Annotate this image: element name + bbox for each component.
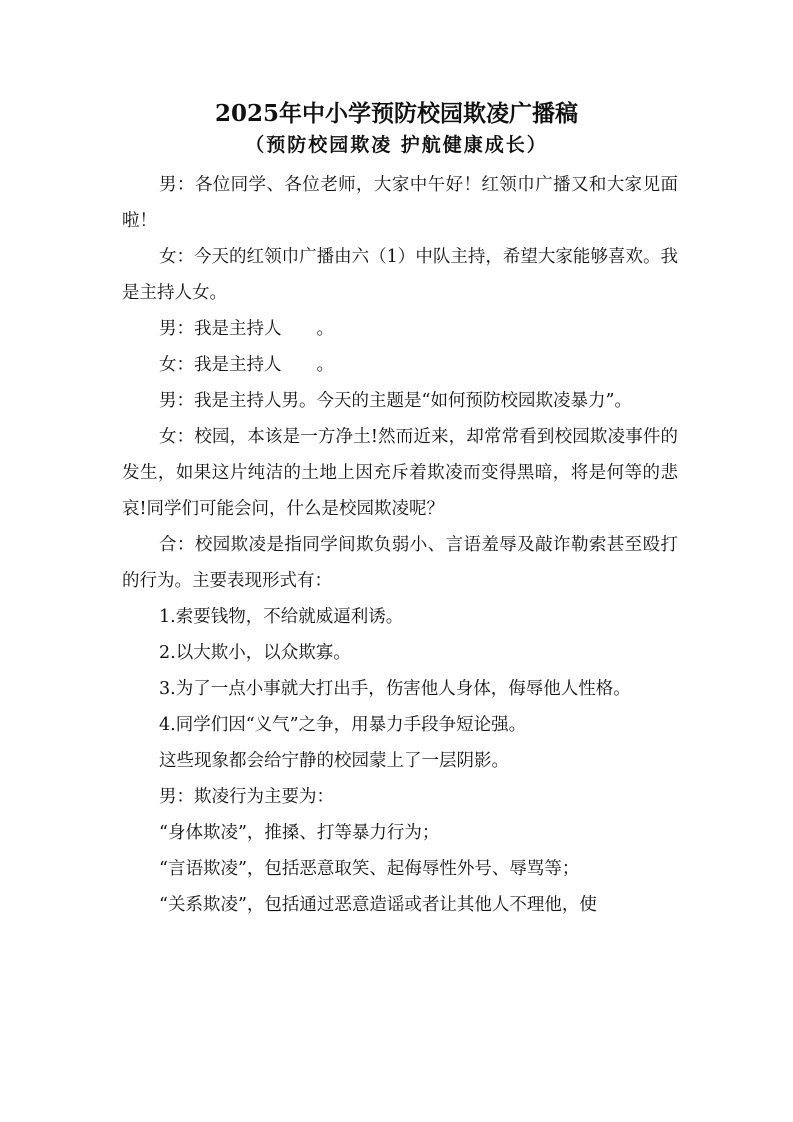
paragraph-topic: 男：我是主持人男。今天的主题是“如何预防校园欺凌暴力”。	[159, 391, 632, 411]
list-item-4: 4.同学们因“义气”之争，用暴力手段争短论强。	[159, 715, 527, 735]
paragraph-greeting: 男：各位同学、各位老师，大家中午好！红领巾广播又和大家见面啦！	[122, 175, 678, 231]
paragraph-definition: 合：校园欺凌是指同学间欺负弱小、言语羞辱及敲诈勒索甚至殴打的行为。主要表现形式有：	[122, 535, 678, 591]
document-body	[122, 167, 678, 923]
list-item-3: 3.为了一点小事就大打出手，伤害他人身体，侮辱他人性格。	[159, 679, 631, 699]
paragraph-behaviors: 男：欺凌行为主要为：	[159, 787, 334, 807]
paragraph-host-female: 女：我是主持人 。	[159, 355, 334, 375]
paragraph-host-male: 男：我是主持人 。	[159, 319, 334, 339]
paragraph-physical: “身体欺凌”，推搡、打等暴力行为；	[159, 823, 440, 843]
paragraph-verbal: “言语欺凌”，包括恶意取笑、起侮辱性外号、辱骂等；	[159, 859, 580, 879]
paragraph-shadow: 这些现象都会给宁静的校园蒙上了一层阴影。	[159, 751, 509, 771]
paragraph-campus: 女：校园，本该是一方净土!然而近来，却常常看到校园欺凌事件的发生，如果这片纯洁的土地上因充斥着欺凌而变得黑暗，将是何等的悲哀!同学们可能会问，什么是校园欺凌呢？	[122, 427, 678, 519]
document-title: 2025年中小学预防校园欺凌广播稿	[214, 100, 578, 127]
paragraph-relational: “关系欺凌”，包括通过恶意造谣或者让其他人不理他，使	[159, 895, 597, 915]
paragraph-host-intro: 女：今天的红领巾广播由六（1）中队主持，希望大家能够喜欢。我是主持人女。	[122, 247, 678, 303]
list-item-1: 1.索要钱物，不给就威逼利诱。	[159, 607, 404, 627]
document-subtitle: （预防校园欺凌 护航健康成长）	[245, 134, 548, 156]
list-item-2: 2.以大欺小，以众欺寡。	[159, 643, 351, 663]
